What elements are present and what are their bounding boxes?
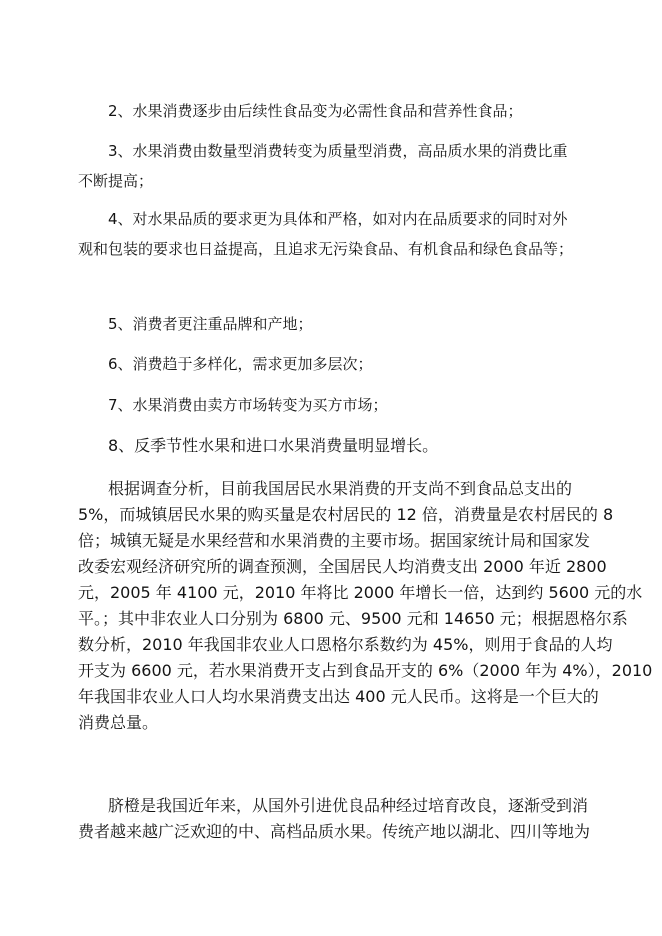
paragraph-consumption-analysis [78,476,653,736]
list-item [78,390,590,420]
list-item [78,136,590,196]
paragraph-line: 数分析，2010 年我国非农业人口恩格尔系数约为 45%，则用于食品的人均 [78,635,613,654]
list-item-line: 4、对水果品质的要求更为具体和严格，如对内在品质要求的同时对外 [108,210,568,228]
paragraph-line: 消费总量。 [78,713,159,732]
paragraph-line: 开支为 6600 元，若水果消费开支占到食品开支的 6%（2000 年为 4%），2010 [78,661,653,680]
list-item-line: 2、水果消费逐步由后续性食品变为必需性食品和营养性食品； [108,102,523,120]
list-item-line: 不断提高； [78,172,154,190]
paragraph-line: 改委宏观经济研究所的调查预测，全国居民人均消费支出 2000 年近 2800 [78,557,607,576]
list-item-line: 观和包装的要求也日益提高，且追求无污染食品、有机食品和绿色食品等； [78,240,574,258]
list-item [78,309,590,339]
paragraph-line: 费者越来越广泛欢迎的中、高档品质水果。传统产地以湖北、四川等地为 [78,822,591,841]
paragraph-line: 年我国非农业人口人均水果消费支出达 400 元人民币。这将是一个巨大的 [78,687,599,706]
list-item [78,96,590,126]
paragraph-line: 平。；其中非农业人口分别为 6800 元、9500 元和 14650 元；根据恩格尔系 [78,609,628,628]
paragraph-navel-orange [78,793,590,845]
paragraph-line: 根据调查分析，目前我国居民水果消费的开支尚不到食品总支出的 [108,479,573,498]
list-item [78,431,590,461]
paragraph-line: 5%，而城镇居民水果的购买量是农村居民的 12 倍，消费量是农村居民的 8 [78,505,614,524]
list-item-line: 8、反季节性水果和进口水果消费量明显增长。 [108,436,439,455]
paragraph-line: 倍；城镇无疑是水果经营和水果消费的主要市场。据国家统计局和国家发 [78,531,591,550]
paragraph-line: 元，2005 年 4100 元，2010 年将比 2000 年增长一倍，达到约 5600 元的水 [78,583,643,602]
list-item [78,204,590,264]
list-item-line: 7、水果消费由卖方市场转变为买方市场； [108,396,388,414]
list-item-line: 3、水果消费由数量型消费转变为质量型消费，高品质水果的消费比重 [108,142,568,160]
list-item-line: 6、消费趋于多样化，需求更加多层次； [108,355,373,373]
list-item [78,349,590,379]
paragraph-line: 脐橙是我国近年来，从国外引进优良品种经过培育改良，逐渐受到消 [108,796,589,815]
list-item-line: 5、消费者更注重品牌和产地； [108,315,313,333]
